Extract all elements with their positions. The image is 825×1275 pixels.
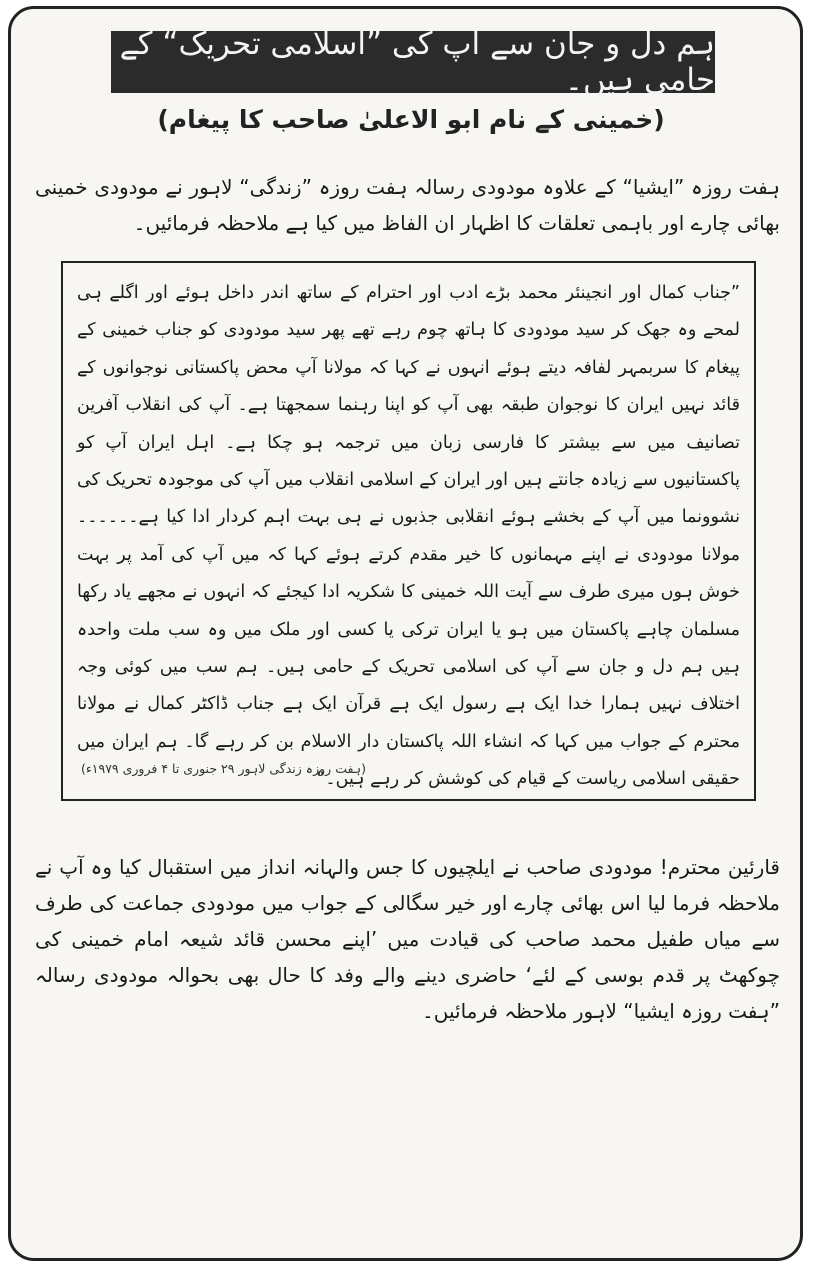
intro-paragraph: ہفت روزہ ”ایشیا“ کے علاوہ مودودی رسالہ ہفت روزہ ”زندگی“ لاہور نے مودودی خمینی بھائی چارے اور باہمی تعلقات کا اظہار ان الفاظ میں کیا ہے ملاحظہ فرمائیں۔: [35, 175, 780, 235]
quotation-box: [61, 261, 756, 801]
document-page: [8, 6, 803, 1261]
quotation-text: ”جناب کمال اور انجینئر محمد بڑے ادب اور احترام کے ساتھ اندر داخل ہوئے اور اگلے ہی لمحے وہ جھک کر سید مودودی کا ہاتھ چوم رہے تھے پھر سید مودودی کو جناب خمینی کے پیغام کا سربمہر لفافہ دیتے ہوئے انہوں نے کہا کہ مولانا آپ محض پاکستانی نوجوانوں کے قائد نہیں ایران کا نوجوان طبقہ بھی آپ کو اپنا رہنما سمجھتا ہے۔ آپ کی انقلاب آفرین تصانیف میں سے بیشتر کا فارسی زبان میں ترجمہ ہو چکا ہے۔ اہل ایران آپ کو پاکستانیوں سے زیادہ جانتے ہیں اور ایران کے اسلامی انقلاب میں آپ کی موجودہ تحریک کی نشوونما میں آپ کے بخشے ہوئے انقلابی جذبوں نے ہی بہت اہم کردار ادا کیا ہے۔۔۔۔۔۔ مولانا مودودی نے اپنے مہمانوں کا خیر مقدم کرتے ہوئے کہا کہ میں آپ کی آمد پر بہت خوش ہوں میری طرف سے آیت اللہ خمینی کا شکریہ ادا کیجئے کہ انہوں نے مجھے یاد رکھا مسلمان چاہے پاکستان میں ہو یا ایران ترکی یا کسی اور ملک میں وہ سب ملت واحدہ ہیں ہم دل و جان سے آپ کی اسلامی تحریک کے حامی ہیں۔ ہم سب میں کوئی وجہ اختلاف نہیں ہمارا خدا ایک ہے رسول ایک ہے قرآن ایک ہے جناب ڈاکٹر کمال نے مولانا محترم کے جواب میں کہا کہ انشاء اللہ پاکستان دار الاسلام بن کر رہے گا۔ ہم ایران میں حقیقی اسلامی ریاست کے قیام کی کوشش کر رہے ہیں۔“: [77, 283, 740, 790]
headline-banner: [111, 26, 715, 98]
quotation-source: (ہفت روزہ زندگی لاہور ۲۹ جنوری تا ۴ فروری ۱۹۷۹ء): [81, 761, 366, 776]
subtitle: (خمینی کے نام ابو الاعلیٰ صاحب کا پیغام): [157, 105, 665, 134]
headline-text: ہم دل و جان سے آپ کی ”اسلامی تحریک“ کے حامی ہیں۔: [119, 26, 715, 98]
closing-paragraph: قارئین محترم! مودودی صاحب نے ایلچیوں کا جس والہانہ انداز میں استقبال کیا وہ آپ نے ملاحظہ فرما لیا اس بھائی چارے اور خیر سگالی کے جواب میں مودودی جماعت کی طرف سے میاں طفیل محمد صاحب کی قیادت میں ’اپنے محسن قائد شیعہ امام خمینی کی چوکھٹ پر قدم بوسی کے لئے‘ حاضری دینے والے وفد کا حال بھی بحوالہ مودودی رسالہ ”ہفت روزہ ایشیا“ لاہور ملاحظہ فرمائیں۔: [35, 855, 780, 1023]
